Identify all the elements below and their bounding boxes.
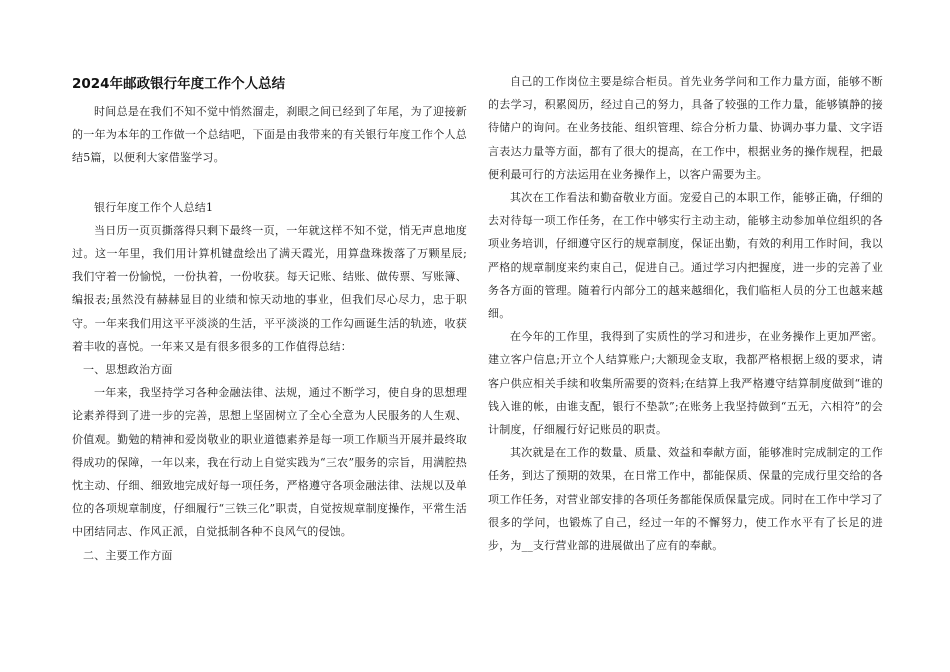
body-paragraph: 其次在工作看法和勤奋敬业方面。宠爱自己的本职工作，能够正确，仔细的去对待每一项工作任务，在工作中够实行主动主动，能够主动参加单位组织的各项业务培训，仔细遵守区行的规章制度，保证出勤，有效的利用工作时间，我以严格的规章制度来约束自己，促进自己。通过学习内把握度，进一步的完善了业务各方面的管理。随着行内部分工的越来越细化，我们临柜人员的分工也越来越细。	[488, 191, 883, 321]
section-heading-summary-1: 银行年度工作个人总结1	[94, 200, 214, 214]
body-paragraph: 其次就是在工作的数量、质量、效益和奉献方面，能够准时完成制定的工作任务，到达了预期的效果，在日常工作中，都能保质、保量的完成行里交给的各项工作任务，对营业部安排的各项任务都能保质保量完成。同时在工作中学习了很多的学问，也锻炼了自己，经过一年的不懈努力，使工作水平有了长足的进步，为__支行营业部的进展做出了应有的奉献。	[488, 446, 883, 553]
body-paragraph: 自己的工作岗位主要是综合柜员。首先业务学问和工作力量方面，能够不断的去学习，积累阅历，经过自己的努力，具备了较强的工作力量，能够镇静的接待储户的询问。在业务技能、组织管理、综合分析力量、协调办事力量、文字语言表达力量等方面，都有了很大的提高，在工作中，根据业务的操作规程，把最便利最可行的方法运用在业务操作上，以客户需要为主。	[488, 75, 883, 181]
body-paragraph: 在今年的工作里，我得到了实质性的学习和进步，在业务操作上更加严密。建立客户信息;开立个人结算账户;大额现金支取，我都严格根据上级的要求，请客户供应相关手续和收集所需要的资料;在结算上我严格遵守结算制度做到“谁的钱入谁的帐，由谁支配，银行不垫款”;在账务上我坚持做到“五无，六相符”的会计制度，仔细履行好记账员的职责。	[488, 330, 883, 437]
left-column	[72, 70, 467, 567]
right-column	[488, 70, 883, 557]
document-title: 2024年邮政银行年度工作个人总结	[72, 76, 286, 92]
section-heading-ideology: 一、思想政治方面	[83, 363, 173, 377]
intro-paragraph: 时间总是在我们不知不觉中悄然溜走，刹眼之间已经到了年尾，为了迎接新的一年为本年的工作做一个总结吧，下面是由我带来的有关银行年度工作个人总结5篇，以便利大家借鉴学习。	[72, 105, 467, 165]
body-paragraph: 当日历一页页撕落得只剩下最终一页，一年就这样不知不觉，悄无声息地度过。这一年里，我们用计算机键盘绘出了满天霞光，用算盘珠拨落了万颗星辰;我们守着一份愉悦，一份执着，一份收获。每天记账、结账、做传票、写账簿、编报表;虽然没有赫赫显目的业绩和惊天动地的事业，但我们尽心尽力，忠于职守。一年来我们用这平平淡淡的生活，平平淡淡的工作勾画诞生活的轨迹，收获着丰收的喜悦。一年来又是有很多很多的工作值得总结：	[72, 223, 467, 353]
section-heading-main-work: 二、主要工作方面	[83, 548, 173, 562]
body-paragraph: 一年来，我坚持学习各种金融法律、法规，通过不断学习，使自身的思想理论素养得到了进一步的完善，思想上坚固树立了全心全意为人民服务的人生观、价值观。勤勉的精神和爱岗敬业的职业道德素养是每一项工作顺当开展并最终取得成功的保障，一年以来，我在行动上自觉实践为“三农”服务的宗旨，用满腔热忱主动、仔细、细致地完成好每一项任务，严格遵守各项金融法律、法规以及单位的各项规章制度，仔细履行“三铁三化”职责，自觉按规章制度操作，平常生活中团结同志、作风正派，自觉抵制各种不良风气的侵蚀。	[72, 386, 467, 539]
